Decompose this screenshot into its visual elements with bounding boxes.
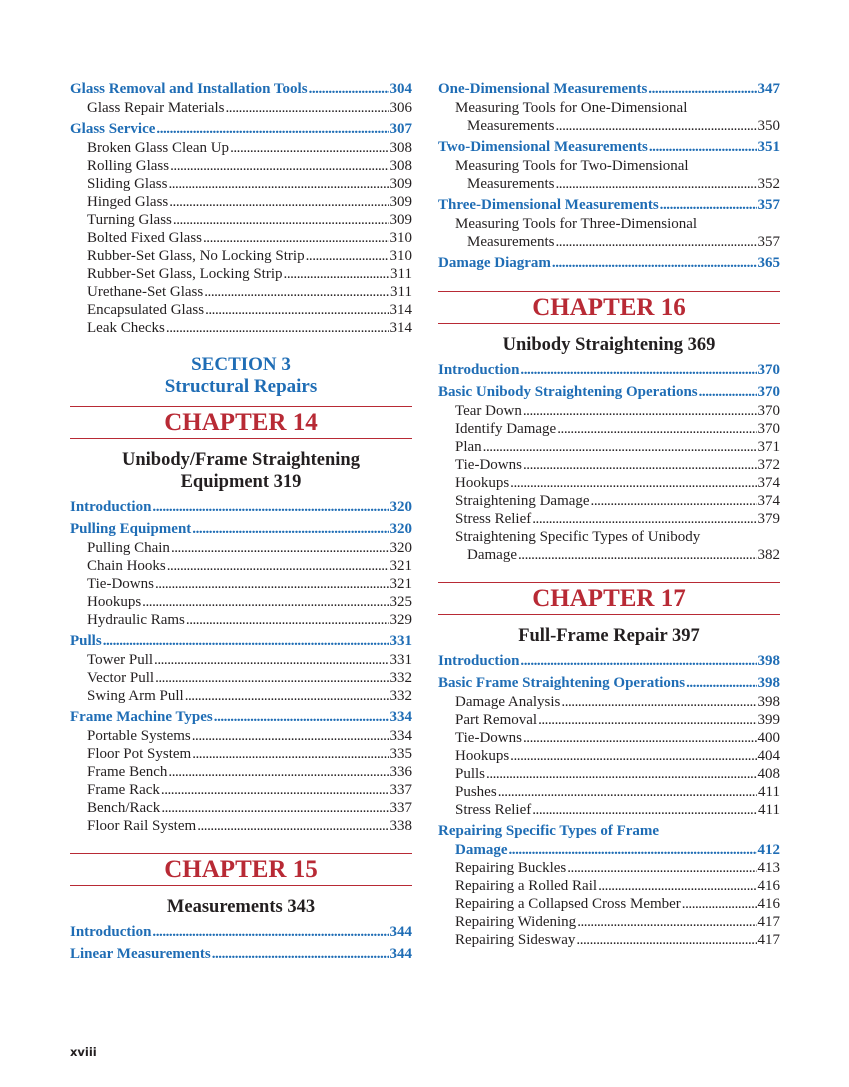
entry-title: Encapsulated Glass xyxy=(87,302,205,318)
leader-dots xyxy=(532,801,757,819)
toc-major-entry[interactable] xyxy=(70,79,412,99)
entry-page-number: 308 xyxy=(389,158,412,174)
leader-dots xyxy=(576,931,756,949)
entry-page-number: 413 xyxy=(757,860,780,876)
leader-dots xyxy=(169,193,388,211)
entry-title: Pulling Equipment xyxy=(70,521,192,537)
entry-page-number: 307 xyxy=(389,121,412,137)
entry-title: Repairing Buckles xyxy=(455,860,567,876)
toc-major-entry[interactable] xyxy=(70,707,412,727)
toc-sub-entry[interactable] xyxy=(438,801,780,819)
entry-title: Pulls xyxy=(455,766,486,782)
leader-dots xyxy=(561,693,756,711)
entry-title: Repairing Specific Types of Frame xyxy=(438,823,660,839)
toc-major-entry[interactable] xyxy=(70,119,412,139)
entry-title: Introduction xyxy=(438,362,520,378)
entry-page-number: 416 xyxy=(757,878,780,894)
entry-title: Stress Relief xyxy=(455,802,532,818)
chapter-title xyxy=(70,449,412,493)
entry-title: Repairing Sidesway xyxy=(455,932,576,948)
entry-page-number: 417 xyxy=(757,914,780,930)
entry-page-number: 352 xyxy=(757,176,780,192)
entry-page-number: 411 xyxy=(758,784,780,800)
entry-title: Chain Hooks xyxy=(87,558,166,574)
entry-page-number: 350 xyxy=(757,118,780,134)
entry-page-number: 314 xyxy=(389,320,412,336)
entry-title: Hydraulic Rams xyxy=(87,612,185,628)
leader-dots xyxy=(197,817,388,835)
entry-title: Glass Service xyxy=(70,121,156,137)
entry-page-number: 347 xyxy=(757,81,780,97)
entry-title: Sliding Glass xyxy=(87,176,168,192)
entry-title: Floor Pot System xyxy=(87,746,192,762)
toc-major-entry[interactable] xyxy=(438,79,780,99)
toc-major-entry[interactable] xyxy=(438,673,780,693)
toc-sub-entry[interactable] xyxy=(70,229,412,247)
entry-title: Damage xyxy=(467,547,517,563)
toc-sub-entry[interactable] xyxy=(438,895,780,913)
entry-title: Vector Pull xyxy=(87,670,155,686)
leader-dots xyxy=(523,729,757,747)
entry-page-number: 309 xyxy=(389,212,412,228)
leader-dots xyxy=(155,575,389,593)
leader-dots xyxy=(212,944,389,964)
entry-page-number: 331 xyxy=(389,652,412,668)
leader-dots xyxy=(185,687,389,705)
entry-title: Bolted Fixed Glass xyxy=(87,230,202,246)
toc-sub-entry[interactable] xyxy=(438,859,780,877)
toc-sub-entry[interactable] xyxy=(70,727,412,745)
toc-major-entry[interactable] xyxy=(70,944,412,964)
entry-title: Hookups xyxy=(455,475,510,491)
entry-page-number: 337 xyxy=(389,782,412,798)
entry-title: Repairing Widening xyxy=(455,914,577,930)
entry-page-number: 314 xyxy=(389,302,412,318)
entry-page-number: 332 xyxy=(389,670,412,686)
toc-sub-entry[interactable] xyxy=(70,687,412,705)
entry-title: Measurements xyxy=(467,176,555,192)
entry-continuation[interactable] xyxy=(438,233,780,251)
toc-sub-entry[interactable] xyxy=(70,799,412,817)
entry-page-number: 374 xyxy=(757,475,780,491)
entry-title: Straightening Damage xyxy=(455,493,590,509)
chapter-title-line: Unibody Straightening 369 xyxy=(502,335,716,355)
entry-title: Tear Down xyxy=(455,403,522,419)
entry-page-number: 351 xyxy=(757,139,780,155)
leader-dots xyxy=(192,519,388,539)
leader-dots xyxy=(520,360,756,380)
leader-dots xyxy=(309,79,389,99)
entry-page-number: 379 xyxy=(757,511,780,527)
toc-sub-entry[interactable] xyxy=(70,817,412,835)
toc-sub-entry[interactable] xyxy=(70,319,412,337)
entry-title: Measuring Tools for One-Dimensional xyxy=(455,100,688,116)
toc-sub-entry[interactable] xyxy=(438,438,780,456)
entry-title: Glass Repair Materials xyxy=(87,100,225,116)
entry-title: Frame Machine Types xyxy=(70,709,213,725)
entry-page-number: 399 xyxy=(757,712,780,728)
entry-title: Hookups xyxy=(87,594,142,610)
entry-title: Turning Glass xyxy=(87,212,172,228)
leader-dots xyxy=(598,877,756,895)
entry-page-number: 408 xyxy=(757,766,780,782)
toc-sub-entry[interactable] xyxy=(438,711,780,729)
entry-title: One-Dimensional Measurements xyxy=(438,81,648,97)
entry-page-number: 344 xyxy=(389,946,412,962)
entry-page-number: 320 xyxy=(389,521,412,537)
leader-dots xyxy=(161,781,389,799)
leader-dots xyxy=(555,117,756,135)
leader-dots xyxy=(567,859,756,877)
leader-dots xyxy=(152,497,388,517)
chapter-heading: CHAPTER 15 xyxy=(70,853,412,886)
leader-dots xyxy=(161,799,388,817)
chapter-heading: CHAPTER 16 xyxy=(438,291,780,324)
entry-page-number: 417 xyxy=(757,932,780,948)
entry-title: Tie-Downs xyxy=(87,576,154,592)
entry-page-number: 398 xyxy=(757,653,780,669)
chapter-title xyxy=(70,896,412,918)
entry-title: Tower Pull xyxy=(87,652,154,668)
entry-page-number: 398 xyxy=(757,694,780,710)
leader-dots xyxy=(649,137,757,157)
leader-dots xyxy=(170,157,388,175)
entry-page-number: 311 xyxy=(390,284,412,300)
entry-title: Three-Dimensional Measurements xyxy=(438,197,659,213)
leader-dots xyxy=(510,747,756,765)
leader-dots xyxy=(648,79,756,99)
entry-page-number: 329 xyxy=(389,612,412,628)
entry-title: Measurements xyxy=(467,118,555,134)
entry-page-number: 370 xyxy=(757,421,780,437)
entry-title: Repairing a Collapsed Cross Member xyxy=(455,896,681,912)
toc-sub-entry[interactable] xyxy=(438,877,780,895)
entry-title: Damage Analysis xyxy=(455,694,561,710)
entry-title: Damage Diagram xyxy=(438,255,551,271)
entry-title: Stress Relief xyxy=(455,511,532,527)
leader-dots xyxy=(192,727,389,745)
leader-dots xyxy=(205,301,388,319)
toc-sub-entry[interactable] xyxy=(70,265,412,283)
leader-dots xyxy=(154,651,388,669)
entry-title: Hookups xyxy=(455,748,510,764)
entry-title: Leak Checks xyxy=(87,320,165,336)
entry-title: Straightening Specific Types of Unibody xyxy=(455,529,701,545)
leader-dots xyxy=(186,611,389,629)
entry-page-number: 310 xyxy=(389,230,412,246)
toc-major-entry[interactable] xyxy=(70,922,412,942)
leader-dots xyxy=(552,253,757,273)
toc-sub-entry[interactable] xyxy=(438,456,780,474)
entry-page-number: 371 xyxy=(757,439,780,455)
leader-dots xyxy=(518,546,757,564)
entry-page-number: 382 xyxy=(757,547,780,563)
toc-major-entry[interactable] xyxy=(438,382,780,402)
toc-sub-entry[interactable] xyxy=(438,510,780,528)
entry-page-number: 404 xyxy=(757,748,780,764)
chapter-title-line: Measurements 343 xyxy=(166,897,316,917)
entry-continuation[interactable] xyxy=(438,546,780,564)
toc-sub-entry[interactable] xyxy=(70,211,412,229)
entry-title: Basic Frame Straightening Operations xyxy=(438,675,686,691)
leader-dots xyxy=(498,783,757,801)
entry-page-number: 310 xyxy=(389,248,412,264)
toc-major-entry[interactable] xyxy=(70,631,412,651)
leader-dots xyxy=(225,99,388,117)
toc-left-column xyxy=(70,79,412,964)
leader-dots xyxy=(538,711,756,729)
toc-major-entry[interactable] xyxy=(438,195,780,215)
entry-page-number: 321 xyxy=(389,558,412,574)
entry-page-number: 338 xyxy=(389,818,412,834)
leader-dots xyxy=(555,175,756,193)
toc-sub-entry[interactable] xyxy=(438,99,780,135)
leader-dots xyxy=(230,139,388,157)
entry-continuation[interactable] xyxy=(438,175,780,193)
leader-dots xyxy=(577,913,756,931)
leader-dots xyxy=(103,631,389,651)
leader-dots xyxy=(523,402,757,420)
chapter-title-line: Full-Frame Repair 397 xyxy=(518,626,700,646)
toc-sub-entry[interactable] xyxy=(70,575,412,593)
entry-page-number: 335 xyxy=(389,746,412,762)
entry-page-number: 334 xyxy=(389,728,412,744)
entry-page-number: 400 xyxy=(757,730,780,746)
leader-dots xyxy=(532,510,756,528)
toc-sub-entry[interactable] xyxy=(70,593,412,611)
leader-dots xyxy=(509,841,757,859)
leader-dots xyxy=(591,492,757,510)
leader-dots xyxy=(204,283,389,301)
leader-dots xyxy=(523,456,757,474)
leader-dots xyxy=(686,673,756,693)
toc-sub-entry[interactable] xyxy=(438,747,780,765)
entry-title: Measuring Tools for Three-Dimensional xyxy=(455,216,698,232)
toc-sub-entry[interactable] xyxy=(70,557,412,575)
entry-page-number: 336 xyxy=(389,764,412,780)
entry-page-number: 309 xyxy=(389,176,412,192)
leader-dots xyxy=(557,420,756,438)
entry-title: Measurements xyxy=(467,234,555,250)
toc-sub-entry[interactable] xyxy=(70,139,412,157)
entry-page-number: 332 xyxy=(389,688,412,704)
entry-title: Rubber-Set Glass, No Locking Strip xyxy=(87,248,305,264)
leader-dots xyxy=(155,669,388,687)
entry-page-number: 320 xyxy=(389,540,412,556)
entry-page-number: 370 xyxy=(757,362,780,378)
chapter-title-line: Equipment 319 xyxy=(180,472,302,492)
leader-dots xyxy=(171,539,389,557)
section-heading xyxy=(70,354,412,398)
entry-page-number: 320 xyxy=(389,499,412,515)
toc-major-entry[interactable] xyxy=(438,821,780,859)
entry-title: Broken Glass Clean Up xyxy=(87,140,230,156)
toc-sub-entry[interactable] xyxy=(438,474,780,492)
toc-sub-entry[interactable] xyxy=(438,492,780,510)
leader-dots xyxy=(699,382,757,402)
entry-page-number: 321 xyxy=(389,576,412,592)
leader-dots xyxy=(166,319,389,337)
entry-title: Pulling Chain xyxy=(87,540,170,556)
leader-dots xyxy=(284,265,390,283)
toc-sub-entry[interactable] xyxy=(70,763,412,781)
chapter-heading: CHAPTER 14 xyxy=(70,406,412,439)
entry-page-number: 411 xyxy=(758,802,780,818)
chapter-heading: CHAPTER 17 xyxy=(438,582,780,615)
entry-title: Part Removal xyxy=(455,712,538,728)
toc-sub-entry[interactable] xyxy=(70,157,412,175)
leader-dots xyxy=(306,247,389,265)
toc-sub-entry[interactable] xyxy=(70,301,412,319)
entry-title: Damage xyxy=(455,842,508,858)
entry-title: Introduction xyxy=(70,499,152,515)
toc-major-entry[interactable] xyxy=(438,253,780,273)
chapter-title xyxy=(438,625,780,647)
toc-sub-entry[interactable] xyxy=(70,193,412,211)
section-title: Structural Repairs xyxy=(164,376,318,397)
toc-right-column xyxy=(438,79,780,949)
leader-dots xyxy=(168,175,388,193)
toc-sub-entry[interactable] xyxy=(70,539,412,557)
toc-sub-entry[interactable] xyxy=(70,781,412,799)
entry-title: Plan xyxy=(455,439,482,455)
chapter-title-line: Unibody/Frame Straightening xyxy=(122,450,360,470)
entry-page-number: 398 xyxy=(757,675,780,691)
leader-dots xyxy=(192,745,388,763)
leader-dots xyxy=(152,922,388,942)
entry-title: Frame Rack xyxy=(87,782,160,798)
entry-page-number: 306 xyxy=(389,100,412,116)
entry-page-number: 334 xyxy=(389,709,412,725)
entry-title: Rolling Glass xyxy=(87,158,170,174)
entry-title: Repairing a Rolled Rail xyxy=(455,878,598,894)
entry-title: Swing Arm Pull xyxy=(87,688,184,704)
entry-title: Frame Bench xyxy=(87,764,168,780)
toc-sub-entry[interactable] xyxy=(70,745,412,763)
leader-dots xyxy=(203,229,389,247)
toc-sub-entry[interactable] xyxy=(70,99,412,117)
entry-title: Portable Systems xyxy=(87,728,191,744)
entry-title: Measuring Tools for Two-Dimensional xyxy=(455,158,689,174)
toc-sub-entry[interactable] xyxy=(70,651,412,669)
entry-page-number: 370 xyxy=(757,384,780,400)
entry-page-number: 309 xyxy=(389,194,412,210)
toc-sub-entry[interactable] xyxy=(438,729,780,747)
toc-sub-entry[interactable] xyxy=(70,247,412,265)
toc-sub-entry[interactable] xyxy=(438,783,780,801)
entry-title: Pushes xyxy=(455,784,497,800)
entry-page-number: 308 xyxy=(389,140,412,156)
toc-sub-entry[interactable] xyxy=(438,402,780,420)
entry-title: Tie-Downs xyxy=(455,730,522,746)
entry-page-number: 311 xyxy=(390,266,412,282)
leader-dots xyxy=(142,593,388,611)
leader-dots xyxy=(167,557,389,575)
entry-title: Hinged Glass xyxy=(87,194,169,210)
entry-page-number: 357 xyxy=(757,197,780,213)
toc-sub-entry[interactable] xyxy=(438,528,780,564)
entry-page-number: 304 xyxy=(389,81,412,97)
leader-dots xyxy=(510,474,756,492)
entry-title: Two-Dimensional Measurements xyxy=(438,139,648,155)
section-number: SECTION 3 xyxy=(191,354,291,375)
toc-sub-entry[interactable] xyxy=(438,420,780,438)
entry-title: Pulls xyxy=(70,633,102,649)
toc-major-entry[interactable] xyxy=(438,137,780,157)
toc-sub-entry[interactable] xyxy=(438,931,780,949)
entry-page-number: 372 xyxy=(757,457,780,473)
entry-title: Introduction xyxy=(70,924,152,940)
leader-dots xyxy=(173,211,389,229)
entry-title: Bench/Rack xyxy=(87,800,161,816)
entry-page-number: 325 xyxy=(389,594,412,610)
toc-sub-entry[interactable] xyxy=(438,765,780,783)
leader-dots xyxy=(555,233,756,251)
entry-continuation[interactable] xyxy=(438,841,780,859)
entry-page-number: 331 xyxy=(389,633,412,649)
entry-page-number: 337 xyxy=(389,800,412,816)
toc-sub-entry[interactable] xyxy=(70,175,412,193)
toc-major-entry[interactable] xyxy=(438,651,780,671)
entry-page-number: 370 xyxy=(757,403,780,419)
toc-sub-entry[interactable] xyxy=(70,611,412,629)
chapter-title xyxy=(438,334,780,356)
entry-page-number: 412 xyxy=(757,842,780,858)
entry-continuation[interactable] xyxy=(438,117,780,135)
entry-title: Urethane-Set Glass xyxy=(87,284,204,300)
entry-title: Linear Measurements xyxy=(70,946,211,962)
page-number: xviii xyxy=(70,1045,97,1059)
entry-page-number: 365 xyxy=(757,255,780,271)
entry-title: Floor Rail System xyxy=(87,818,197,834)
entry-title: Glass Removal and Installation Tools xyxy=(70,81,308,97)
leader-dots xyxy=(214,707,389,727)
leader-dots xyxy=(483,438,757,456)
entry-page-number: 374 xyxy=(757,493,780,509)
leader-dots xyxy=(486,765,756,783)
toc-sub-entry[interactable] xyxy=(70,669,412,687)
toc-sub-entry[interactable] xyxy=(438,693,780,711)
toc-major-entry[interactable] xyxy=(438,360,780,380)
entry-title: Basic Unibody Straightening Operations xyxy=(438,384,698,400)
toc-major-entry[interactable] xyxy=(70,519,412,539)
toc-sub-entry[interactable] xyxy=(438,157,780,193)
leader-dots xyxy=(682,895,757,913)
entry-title: Tie-Downs xyxy=(455,457,522,473)
entry-title: Introduction xyxy=(438,653,520,669)
entry-title: Identify Damage xyxy=(455,421,557,437)
toc-sub-entry[interactable] xyxy=(438,913,780,931)
leader-dots xyxy=(168,763,388,781)
leader-dots xyxy=(660,195,757,215)
leader-dots xyxy=(156,119,388,139)
entry-page-number: 416 xyxy=(757,896,780,912)
toc-sub-entry[interactable] xyxy=(438,215,780,251)
toc-sub-entry[interactable] xyxy=(70,283,412,301)
toc-major-entry[interactable] xyxy=(70,497,412,517)
entry-page-number: 344 xyxy=(389,924,412,940)
entry-title: Rubber-Set Glass, Locking Strip xyxy=(87,266,283,282)
leader-dots xyxy=(520,651,756,671)
entry-page-number: 357 xyxy=(757,234,780,250)
